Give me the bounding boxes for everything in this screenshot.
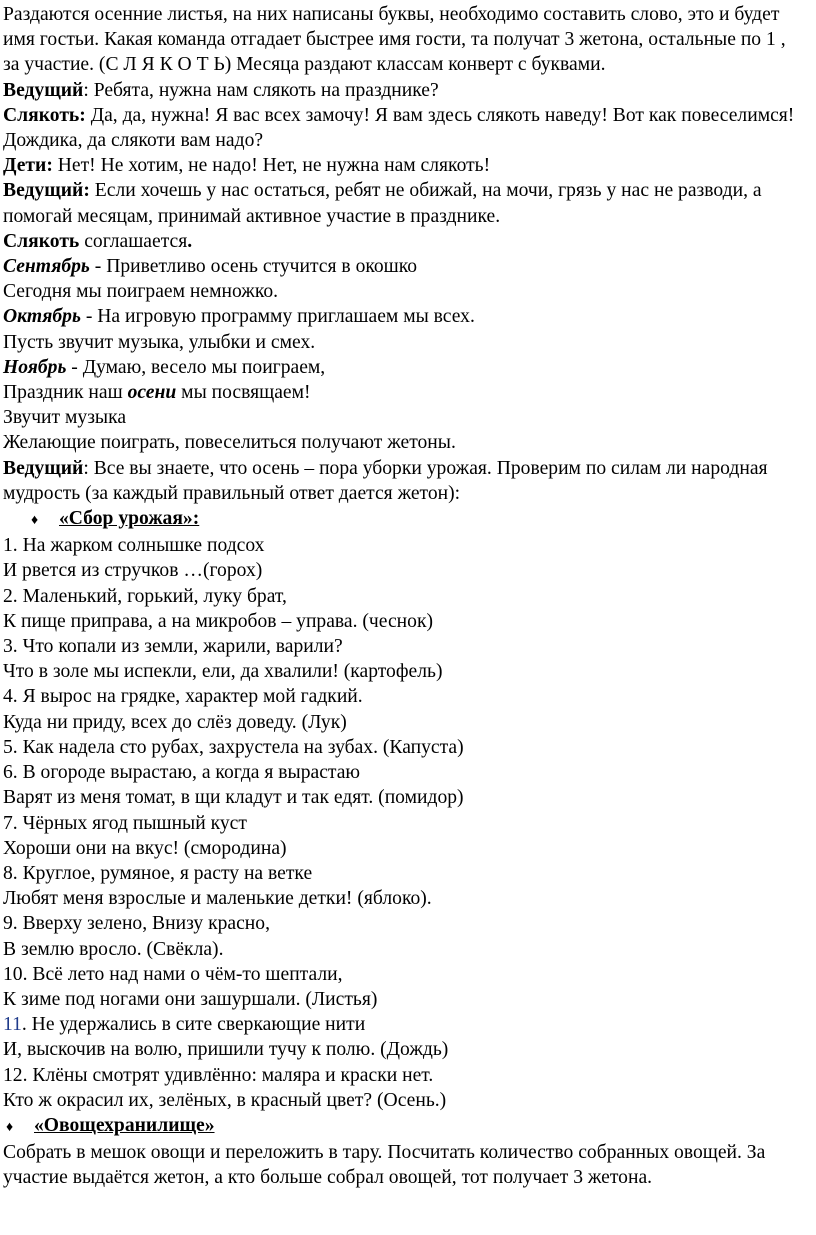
riddle-text: . Не удержались в сите сверкающие нити [21,1014,366,1036]
agree-text: соглашается [79,230,188,252]
dialog-children [3,153,806,178]
month-text: - На игровую программу приглашаем мы всех. [80,306,475,328]
diamond-bullet-icon: ♦ [6,1119,14,1135]
riddle-line: Хороши они на вкус! (смородина) [3,837,287,859]
dialog-text: Нет! Не хотим, не надо! Нет, не нужна нам слякоть! [52,155,491,177]
riddle-line: Что в золе мы испекли, ели, да хвалили! (картофель) [3,661,443,683]
riddle-line: 9. Вверху зелено, Внизу красно, [3,913,270,935]
speaker-name: Ведущий [3,79,84,101]
riddle-line: 7. Чёрных ягод пышный куст [3,812,247,834]
agree-dot: . [187,230,193,252]
dialog-host-2 [3,178,806,228]
november-line-2 [3,380,806,405]
riddle-line: И рвется из стручков …(горох) [3,560,263,582]
november-line-1 [3,355,806,380]
riddle-line: 5. Как надела сто рубах, захрустела на зубах. (Капуста) [3,736,464,758]
intro-paragraph: Раздаются осенние листья, на них написаны буквы, необходимо составить слово, это и будет имя гостьи. Какая команда отгадает быстрее имя гости, та получат 3 жетона, остальные по 1 , за участие. (С Л Я К О Т Ь) Месяца раздают классам конверт с буквами. [3,4,786,76]
riddle-line: И, выскочив на волю, пришили тучу к полю. (Дождь) [3,1039,449,1061]
dialog-host-1 [3,78,806,103]
dialog-text: Да, да, нужна! Я вас всех замочу! Я вам здесь слякоть наведу! Вот как повеселимся! Дождика, да слякоти вам надо? [3,104,795,152]
dialog-text: Все вы знаете, что осень – пора уборки урожая. Проверим по силам ли народная мудрость (за каждый правильный ответ дается жетон): [3,457,768,504]
riddle-line: Кто ж окрасил их, зелёных, в красный цвет? (Осень.) [3,1089,447,1111]
october-line-2: Пусть звучит музыка, улыбки и смех. [3,331,316,353]
section-heading-storage [3,1113,806,1140]
text-part: Праздник наш [3,382,128,404]
speaker-name: Слякоть: [3,104,86,126]
section-heading-harvest [3,506,806,533]
speaker-name: Слякоть [3,230,80,252]
speaker-sep: : [83,79,89,101]
riddle-line: 6. В огороде вырастаю, а когда я вырастаю [3,762,361,784]
month-name: Ноябрь [3,356,67,378]
month-name: Октябрь [3,306,81,328]
riddle-line: 10. Всё лето над нами о чём-то шептали, [3,963,343,985]
text-part: мы посвящаем! [176,382,311,404]
riddle-line: 8. Круглое, румяное, я расту на ветке [3,862,313,884]
month-text: - Думаю, весело мы поиграем, [66,356,326,378]
riddle-line [3,1012,806,1037]
dialog-slush [3,103,806,153]
riddle-line: К зиме под ногами они зашуршали. (Листья) [3,988,378,1010]
riddle-number: 11 [3,1014,22,1036]
riddle-line: К пище приправа, а на микробов – управа. (чеснок) [3,610,433,632]
section-title: «Овощехранилище» [34,1114,215,1136]
month-text: - Приветливо осень стучится в окошко [89,256,418,278]
speaker-sep: : [83,457,89,479]
september-line-2: Сегодня мы поиграем немножко. [3,281,279,303]
month-name: Сентябрь [3,256,90,278]
tokens-line: Желающие поиграть, повеселиться получают жетоны. [3,432,456,454]
diamond-bullet-icon: ♦ [31,513,39,529]
riddles-list [3,533,806,1113]
riddle-line: Куда ни приду, всех до слёз доведу. (Лук) [3,711,347,733]
riddle-line: Варят из меня томат, в щи кладут и так едят. (помидор) [3,787,464,809]
riddle-line: 4. Я вырос на грядке, характер мой гадкий. [3,686,363,708]
section-title: «Сбор урожая»: [59,508,200,530]
music-cue: Звучит музыка [3,407,127,429]
slush-agrees [3,229,806,254]
storage-paragraph: Собрать в мешок овощи и переложить в тару. Посчитать количество собранных овощей. За участие выдаётся жетон, а кто больше собрал овощей, тот получает 3 жетона. [3,1142,766,1189]
riddle-line: 2. Маленький, горький, луку брат, [3,585,287,607]
dialog-text: Ребята, нужна нам слякоть на празднике? [88,79,439,101]
speaker-name: Ведущий [3,457,84,479]
speaker-name: Дети: [3,155,53,177]
riddle-line: 3. Что копали из земли, жарили, варили? [3,636,343,658]
october-line-1 [3,304,806,329]
emphasis-word: осени [127,382,177,404]
september-line-1 [3,254,806,279]
riddle-line: Любят меня взрослые и маленькие детки! (яблоко). [3,888,432,910]
dialog-host-3 [3,456,806,506]
dialog-text: Если хочешь у нас остаться, ребят не обижай, на мочи, грязь у нас не разводи, а помогай месяцам, принимай активное участие в празднике. [3,180,762,227]
speaker-name: Ведущий: [3,180,90,202]
riddle-line: 12. Клёны смотрят удивлённо: маляра и краски нет. [3,1064,434,1086]
riddle-line: 1. На жарком солнышке подсох [3,535,265,557]
riddle-line: В землю вросло. (Свёкла). [3,938,224,960]
